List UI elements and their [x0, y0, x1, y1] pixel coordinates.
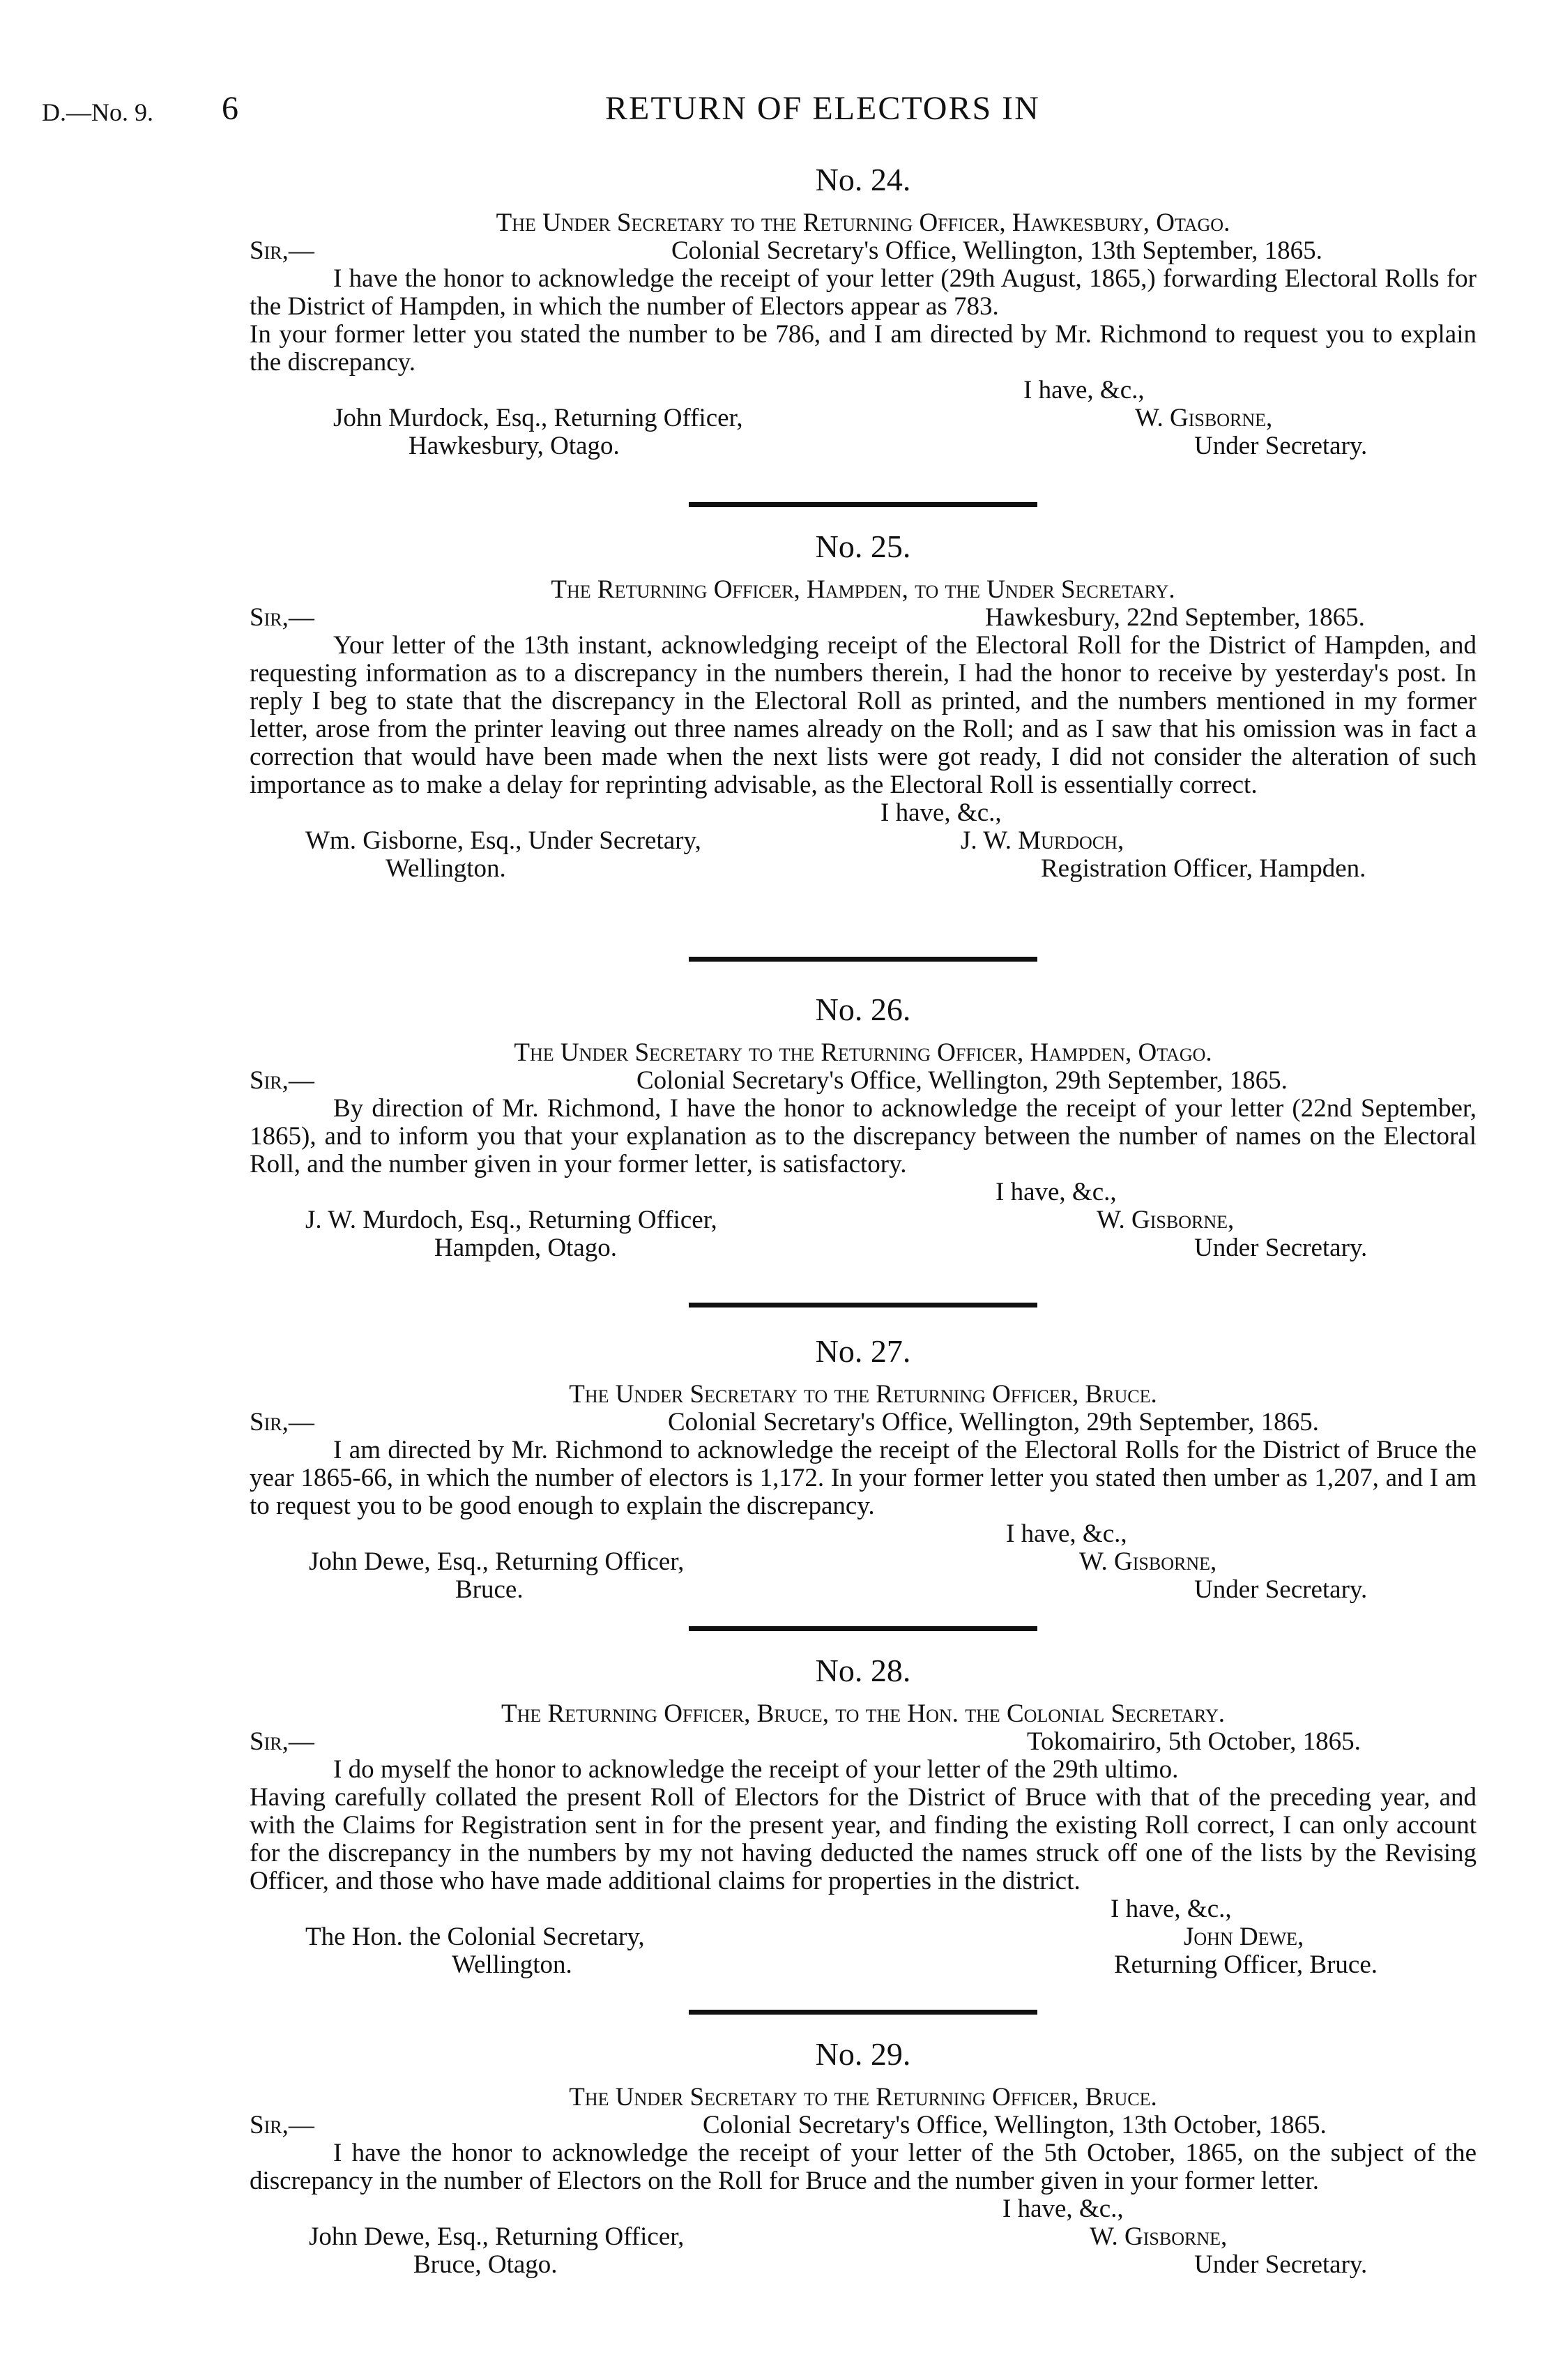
letter-24 [250, 160, 1477, 460]
paragraph: Having carefully collated the present Roll of Electors for the District of Bruce with that of the preceding year, and with the Claims for Registration sent in for the present year, and finding the existing Roll correct, I can only account for the discrepancy in the numbers by my not having deducted the names struck off one of the lists by the Revising Officer, and those who have made additional claims for properties in the district. [250, 1783, 1477, 1895]
letter-number: No. 29. [815, 2036, 911, 2072]
addressee-location: Bruce, Otago. [413, 2250, 558, 2279]
addressee: J. W. Murdoch, Esq., Returning Officer, [305, 1206, 717, 1234]
closing: I have, &c., [1023, 376, 1145, 404]
letter-body [250, 265, 1477, 377]
signature: John Dewe, [1184, 1923, 1304, 1951]
addressee: The Hon. the Colonial Secretary, [305, 1923, 645, 1951]
addressee: John Murdock, Esq., Returning Officer, [333, 404, 743, 432]
addressee-location: Hawkesbury, Otago. [409, 432, 620, 460]
letter-heading: The Under Secretary to the Returning Officer, Bruce. [569, 1380, 1157, 1409]
signer-title: Returning Officer, Bruce. [1114, 1950, 1378, 1979]
paragraph: By direction of Mr. Richmond, I have the honor to acknowledge the receipt of your letter (22nd September, 1865), and to inform you that your explanation as to the discrepancy between the number of names on the Electoral Roll, and the number given in your former letter, is satisfactory. [250, 1094, 1477, 1178]
salutation: Sir,— [250, 1727, 314, 1756]
document-reference: D.—No. 9. [42, 98, 153, 126]
place-date: Colonial Secretary's Office, Wellington, 13th October, 1865. [703, 2111, 1327, 2139]
section-divider [689, 1626, 1037, 1631]
letter-25 [250, 527, 1477, 883]
letter-heading: The Returning Officer, Hampden, to the Under Secretary. [551, 575, 1175, 604]
paragraph: I have the honor to acknowledge the receipt of your letter (29th August, 1865,) forwarding Electoral Rolls for the District of Hampden, in which the number of Electors appear as 783. [250, 264, 1477, 321]
addressee-location: Bruce. [455, 1575, 524, 1604]
salutation: Sir,— [250, 603, 314, 632]
page-header [0, 89, 1556, 131]
salutation: Sir,— [250, 2111, 314, 2139]
letter-number: No. 24. [815, 162, 911, 197]
signature: W. Gisborne, [1079, 1547, 1217, 1576]
section-divider [689, 502, 1037, 507]
signature: W. Gisborne, [1090, 2222, 1228, 2251]
addressee-location: Hampden, Otago. [434, 1234, 618, 1262]
letter-body [250, 632, 1477, 799]
closing: I have, &c., [1006, 1519, 1127, 1548]
page-number: 6 [222, 90, 238, 127]
letter-29 [250, 2035, 1477, 2279]
signer-title: Under Secretary. [1194, 1575, 1368, 1604]
section-divider [689, 2010, 1037, 2015]
addressee: John Dewe, Esq., Returning Officer, [309, 1547, 685, 1576]
closing: I have, &c., [1111, 1895, 1232, 1923]
paragraph: In your former letter you stated the number to be 786, and I am directed by Mr. Richmond to request you to explain the discrepancy. [250, 320, 1477, 377]
place-date: Hawkesbury, 22nd September, 1865. [985, 603, 1365, 632]
letter-28 [250, 1651, 1477, 1979]
letter-number: No. 27. [815, 1333, 911, 1369]
letter-heading: The Under Secretary to the Returning Officer, Hawkesbury, Otago. [496, 209, 1230, 237]
letter-heading: The Returning Officer, Bruce, to the Hon. the Colonial Secretary. [501, 1699, 1225, 1728]
addressee: John Dewe, Esq., Returning Officer, [309, 2222, 685, 2251]
paragraph: Your letter of the 13th instant, acknowledging receipt of the Electoral Roll for the District of Hampden, and requesting information as to a discrepancy in the numbers therein, I had the honor to receive by yesterday's post. In reply I beg to state that the discrepancy in the Electoral Roll as printed, and the numbers mentioned in my former letter, arose from the printer leaving out three names already on the Roll; and as I saw that his omission was in fact a correction that would have been made when the next lists were got ready, I did not consider the alteration of such importance as to make a delay for reprinting advisable, as the Electoral Roll is essentially correct. [250, 631, 1477, 799]
section-divider [689, 1303, 1037, 1308]
letter-heading: The Under Secretary to the Returning Officer, Bruce. [569, 2083, 1157, 2112]
letter-body [250, 1756, 1477, 1895]
addressee-location: Wellington. [386, 854, 506, 883]
letter-number: No. 25. [815, 529, 911, 564]
closing: I have, &c., [996, 1178, 1117, 1206]
signature: W. Gisborne, [1097, 1206, 1235, 1234]
letter-number: No. 26. [815, 992, 911, 1027]
place-date: Colonial Secretary's Office, Wellington, 13th September, 1865. [671, 236, 1322, 265]
place-date: Colonial Secretary's Office, Wellington, 29th September, 1865. [668, 1408, 1319, 1437]
place-date: Colonial Secretary's Office, Wellington, 29th September, 1865. [636, 1066, 1288, 1095]
signer-title: Under Secretary. [1194, 1234, 1368, 1262]
signature: J. W. Murdoch, [961, 826, 1124, 855]
salutation: Sir,— [250, 1066, 314, 1095]
salutation: Sir,— [250, 1408, 314, 1437]
letter-27 [250, 1332, 1477, 1604]
paragraph: I have the honor to acknowledge the receipt of your letter of the 5th October, 1865, on the subject of the discrepancy in the number of Electors on the Roll for Bruce and the number given in your former letter. [250, 2139, 1477, 2195]
letter-number: No. 28. [815, 1653, 911, 1688]
letter-heading: The Under Secretary to the Returning Officer, Hampden, Otago. [514, 1038, 1212, 1067]
section-divider [689, 957, 1037, 962]
closing: I have, &c., [880, 798, 1002, 827]
letter-body [250, 2139, 1477, 2195]
letter-body [250, 1095, 1477, 1178]
closing: I have, &c., [1002, 2195, 1124, 2223]
addressee: Wm. Gisborne, Esq., Under Secretary, [305, 826, 701, 855]
signer-title: Under Secretary. [1194, 432, 1368, 460]
page-title: RETURN OF ELECTORS IN [605, 90, 1040, 127]
addressee-location: Wellington. [452, 1950, 572, 1979]
signer-title: Under Secretary. [1194, 2250, 1368, 2279]
signature: W. Gisborne, [1135, 404, 1273, 432]
salutation: Sir,— [250, 236, 314, 265]
letter-body [250, 1437, 1477, 1520]
signer-title: Registration Officer, Hampden. [1041, 854, 1366, 883]
place-date: Tokomairiro, 5th October, 1865. [1027, 1727, 1361, 1756]
letter-26 [250, 990, 1477, 1262]
paragraph: I do myself the honor to acknowledge the receipt of your letter of the 29th ultimo. [333, 1755, 1179, 1784]
paragraph: I am directed by Mr. Richmond to acknowledge the receipt of the Electoral Rolls for the District of Bruce the year 1865-66, in which the number of electors is 1,172. In your former letter you stated then umber as 1,207, and I am to request you to be good enough to explain the discrepancy. [250, 1436, 1477, 1520]
